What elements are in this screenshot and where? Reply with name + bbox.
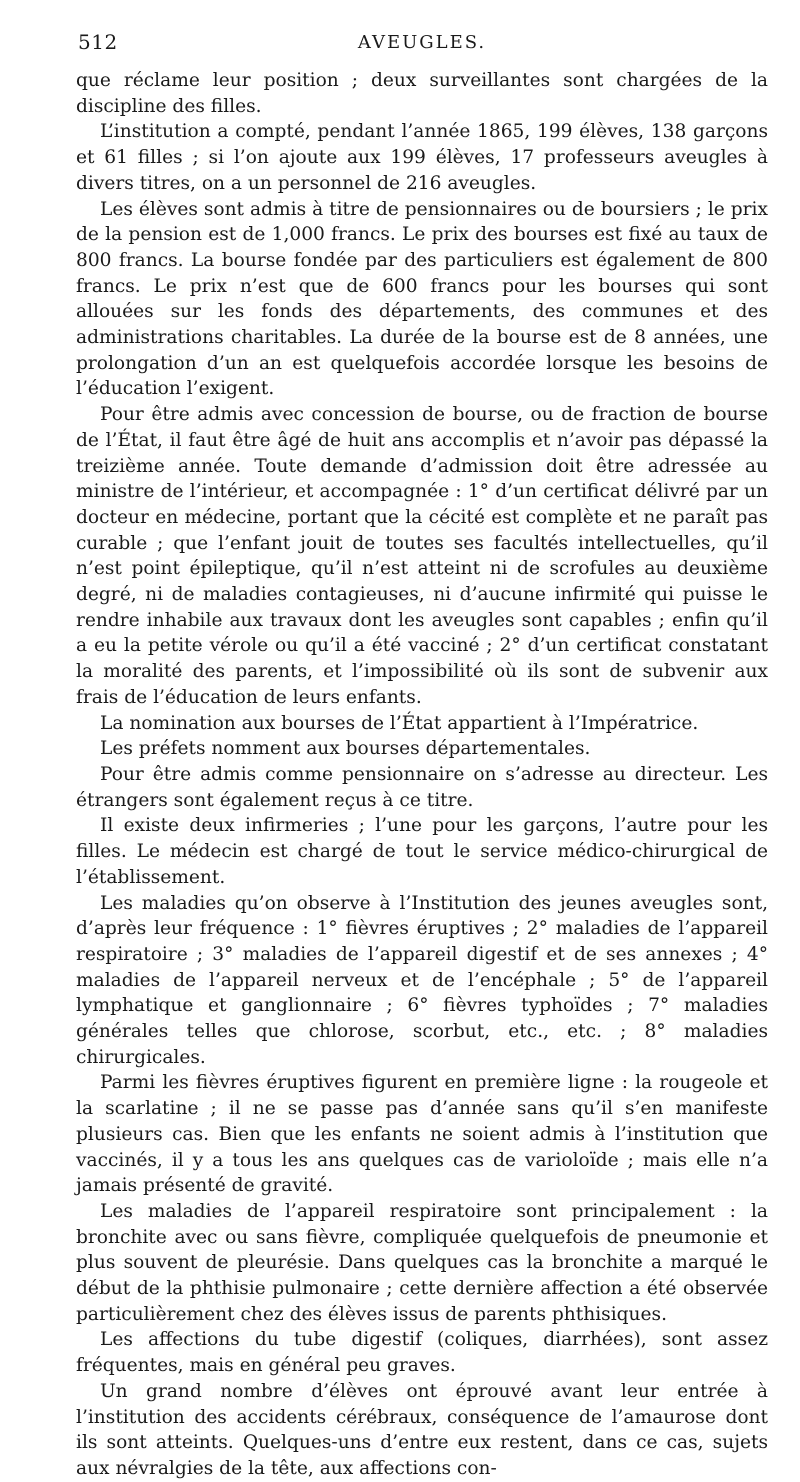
body-text xyxy=(76,68,768,1482)
running-title: AVEUGLES. xyxy=(357,32,487,53)
book-page xyxy=(76,30,768,1482)
paragraph-state-bourses: La nomination aux bourses de l’État appartient à l’Impératrice. xyxy=(100,712,699,734)
paragraph-boarders: Pour être admis comme pensionnaire on s’adresse au directeur. Les étrangers sont également reçus à ce titre. xyxy=(76,763,768,811)
paragraph-admission: Pour être admis avec concession de bourse, ou de fraction de bourse de l’État, il faut être âgé de huit ans accomplis et n’avoir pas dépassé la treizième année. Toute demande d’admission doit être adressée au ministre de l’intérieur, et accompagnée : 1° d’un certificat délivré par un docteur en médecine, portant que la cécité est complète et ne paraît pas curable ; que l’enfant jouit de toutes ses facultés intellectuelles, qu’il n’est point épileptique, qu’il n’est atteint ni de scrofules au deuxième degré, ni de maladies contagieuses, ni d’aucune infirmité qui puisse le rendre inhabile aux travaux dont les aveugles sont capables ; enfin qu’il a eu la petite vérole ou qu’il a été vacciné ; 2° d’un certificat constatant la moralité des parents, et l’impossibilité où ils sont de subvenir aux frais de l’éducation de leurs enfants. xyxy=(76,404,768,708)
page-number: 512 xyxy=(78,30,118,54)
paragraph-continuation: que réclame leur position ; deux surveillantes sont chargées de la discipline des filles. xyxy=(76,70,768,117)
paragraph-enrollment: L’institution a compté, pendant l’année 1865, 199 élèves, 138 garçons et 61 filles ; si l’on ajoute aux 199 élèves, 17 professeurs aveugles à divers titres, on a un personnel de 216 aveugles. xyxy=(76,121,768,194)
paragraph-respiratory: Les maladies de l’appareil respiratoire sont principalement : la bronchite avec ou sans fièvre, compliquée quelquefois de pneumonie et plus souvent de pleurésie. Dans quelques cas la bronchite a marqué le début de la phthisie pulmonaire ; cette dernière affection a été observée particulièrement chez des élèves issus de parents phthisiques. xyxy=(76,1200,768,1325)
paragraph-digestive: Les affections du tube digestif (coliques, diarrhées), sont assez fréquentes, mais en général peu graves. xyxy=(76,1329,768,1377)
paragraph-diseases: Les maladies qu’on observe à l’Institution des jeunes aveugles sont, d’après leur fréquence : 1° fièvres éruptives ; 2° maladies de l’appareil respiratoire ; 3° maladies de l’appareil digestif et de ses annexes ; 4° maladies de l’appareil nerveux et de l’encéphale ; 5° de l’appareil lymphatique et ganglionnaire ; 6° fièvres typhoïdes ; 7° maladies générales telles que chlorose, scorbut, etc., etc. ; 8° maladies chirurgicales. xyxy=(76,892,768,1068)
paragraph-eruptive-fevers: Parmi les fièvres éruptives figurent en première ligne : la rougeole et la scarlatine ; il ne se passe pas d’année sans qu’il s’en manifeste plusieurs cas. Bien que les enfants ne soient admis à l’institution que vaccinés, il y a tous les ans quelques cas de varioloïde ; mais elle n’a jamais présenté de gravité. xyxy=(76,1072,768,1197)
paragraph-fees: Les élèves sont admis à titre de pensionnaires ou de boursiers ; le prix de la pension est de 1,000 francs. Le prix des bourses est fixé au taux de 800 francs. La bourse fondée par des particuliers est également de 800 francs. Le prix n’est que de 600 francs pour les bourses qui sont allouées sur les fonds des départements, des communes et des administrations charitables. La durée de la bourse est de 8 années, une prolongation d’un an est quelquefois accordée lorsque les besoins de l’éducation l’exigent. xyxy=(76,198,768,400)
running-head xyxy=(76,30,768,58)
paragraph-infirmaries: Il existe deux infirmeries ; l’une pour les garçons, l’autre pour les filles. Le médecin est chargé de tout le service médico-chirurgical de l’établissement. xyxy=(76,815,768,888)
paragraph-department-bourses: Les préfets nomment aux bourses départementales. xyxy=(100,738,591,760)
paragraph-cerebral: Un grand nombre d’élèves ont éprouvé avant leur entrée à l’institution des accidents cérébraux, conséquence de l’amaurose dont ils sont atteints. Quelques-uns d’entre eux restent, dans ce cas, sujets aux névralgies de la tête, aux affections con- xyxy=(76,1380,768,1479)
